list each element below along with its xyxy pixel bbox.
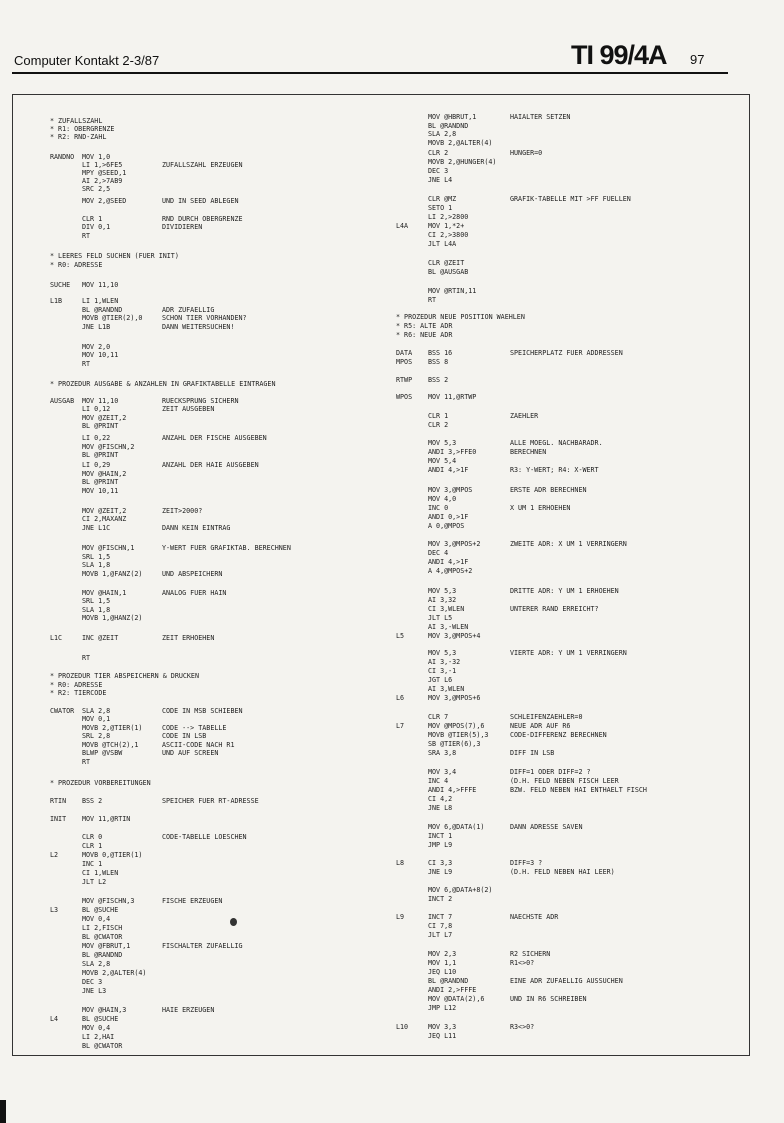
- code-instruction: MOV 10,11: [82, 351, 119, 359]
- code-comment: ADR ZUFAELLIG: [162, 306, 215, 314]
- code-label: L6: [396, 694, 405, 702]
- code-instruction: INC @ZEIT: [82, 634, 119, 642]
- code-instruction: JEQ L10: [428, 968, 457, 976]
- code-instruction: JNE L3: [82, 987, 107, 995]
- code-instruction: MOV 6,@DATA+8(2): [428, 886, 493, 894]
- code-label: L9: [396, 913, 405, 921]
- code-comment: FISCHE ERZEUGEN: [162, 897, 223, 905]
- code-instruction: MOVB @TIER(2),0: [82, 314, 143, 322]
- code-instruction: AI 3,32: [428, 596, 457, 604]
- code-instruction: MOV @HAIN,2: [82, 470, 127, 478]
- code-comment: RUECKSPRUNG SICHERN: [162, 397, 239, 405]
- code-comment: DANN ADRESSE SAVEN: [510, 823, 583, 831]
- code-comment: UND IN SEED ABLEGEN: [162, 197, 239, 205]
- code-label: MPOS: [396, 358, 413, 366]
- code-comment: R3<>0?: [510, 1023, 535, 1031]
- code-instruction: MOVB 1,@FANZ(2): [82, 570, 143, 578]
- code-comment: HUNGER=0: [510, 149, 543, 157]
- code-instruction: RT: [82, 360, 91, 368]
- code-comment: CODE-TABELLE LOESCHEN: [162, 833, 247, 841]
- code-instruction: ANDI 3,>FFE0: [428, 448, 477, 456]
- code-comment: UND ABSPEICHERN: [162, 570, 223, 578]
- code-instruction: DEC 4: [428, 549, 449, 557]
- code-instruction: MOV 1,*2+: [428, 222, 465, 230]
- code-instruction: DEC 3: [82, 978, 103, 986]
- code-instruction: MOV 5,3: [428, 649, 457, 657]
- code-instruction: MOV 1,0: [82, 153, 111, 161]
- comment-text: * PROZEDUR AUSGABE & ANZAHLEN IN GRAFIKTABELLE EINTRAGEN: [50, 380, 276, 388]
- code-instruction: MOV 3,@MPOS+2: [428, 540, 481, 548]
- code-instruction: ANDI 4,>1F: [428, 466, 469, 474]
- comment-text: * PROZEDUR VORBEREITUNGEN: [50, 779, 151, 787]
- code-label: L4A: [396, 222, 409, 230]
- code-comment: ASCII-CODE NACH R1: [162, 741, 235, 749]
- code-instruction: INC 0: [428, 504, 449, 512]
- comment-text: * R0: ADRESSE: [50, 681, 103, 689]
- code-instruction: ANDI 4,>FFFE: [428, 786, 477, 794]
- code-instruction: CI 2,MAXANZ: [82, 515, 127, 523]
- code-comment: ZEIT ERHOEHEN: [162, 634, 215, 642]
- code-instruction: JEQ L11: [428, 1032, 457, 1040]
- code-instruction: AI 3,WLEN: [428, 685, 465, 693]
- code-instruction: MOVB 2,@ALTER(4): [82, 969, 147, 977]
- code-label: L2: [50, 851, 59, 859]
- code-instruction: MOV 1,1: [428, 959, 457, 967]
- code-instruction: RT: [82, 654, 91, 662]
- code-label: L4: [50, 1015, 59, 1023]
- code-instruction: MOVB @TCH(2),1: [82, 741, 139, 749]
- code-instruction: A 0,@MPOS: [428, 522, 465, 530]
- code-instruction: BL @RANDND: [82, 951, 123, 959]
- code-instruction: JNE L8: [428, 804, 453, 812]
- code-instruction: MOV @MPOS(7),6: [428, 722, 485, 730]
- code-instruction: INCT 1: [428, 832, 453, 840]
- code-instruction: BL @RANDND: [428, 977, 469, 985]
- code-comment: EINE ADR ZUFAELLIG AUSSUCHEN: [510, 977, 623, 985]
- code-instruction: JGT L6: [428, 676, 453, 684]
- code-instruction: LI 2,FISCH: [82, 924, 123, 932]
- code-comment: R2 SICHERN: [510, 950, 551, 958]
- code-instruction: SLA 1,8: [82, 561, 111, 569]
- code-comment: FISCHALTER ZUFAELLIG: [162, 942, 243, 950]
- code-instruction: MOV 5,3: [428, 587, 457, 595]
- code-instruction: MOV 11,10: [82, 397, 119, 405]
- code-instruction: BL @SUCHE: [82, 1015, 119, 1023]
- code-instruction: JLT L2: [82, 878, 107, 886]
- code-instruction: MOV @ZEIT,2: [82, 507, 127, 515]
- code-comment: SCHLEIFENZAEHLER=0: [510, 713, 583, 721]
- code-label: L1B: [50, 297, 63, 305]
- code-instruction: MOV 3,@MPOS: [428, 486, 473, 494]
- comment-text: * PROZEDUR NEUE POSITION WAEHLEN: [396, 313, 525, 321]
- code-instruction: SRL 1,5: [82, 553, 111, 561]
- code-instruction: SRL 2,8: [82, 732, 111, 740]
- code-instruction: SLA 2,8: [428, 130, 457, 138]
- code-comment: DRITTE ADR: Y UM 1 ERHOEHEN: [510, 587, 619, 595]
- comment-text: * PROZEDUR TIER ABSPEICHERN & DRUCKEN: [50, 672, 199, 680]
- code-instruction: RT: [82, 232, 91, 240]
- code-instruction: BSS 8: [428, 358, 449, 366]
- header-right-title: TI 99/4A: [571, 40, 667, 70]
- code-instruction: MOV @HBRUT,1: [428, 113, 477, 121]
- code-instruction: MOV 11,@RTWP: [428, 393, 477, 401]
- code-instruction: JNE L9: [428, 868, 453, 876]
- code-comment: RND DURCH OBERGRENZE: [162, 215, 243, 223]
- code-instruction: SLA 1,8: [82, 606, 111, 614]
- code-comment: DANN WEITERSUCHEN!: [162, 323, 235, 331]
- code-instruction: LI 0,12: [82, 405, 111, 413]
- code-instruction: INC 4: [428, 777, 449, 785]
- code-instruction: SETO 1: [428, 204, 453, 212]
- code-comment: HAIALTER SETZEN: [510, 113, 571, 121]
- code-instruction: MOV 0,4: [82, 915, 111, 923]
- code-label: L1C: [50, 634, 63, 642]
- code-instruction: BSS 2: [428, 376, 449, 384]
- code-instruction: CLR 1: [82, 842, 103, 850]
- code-instruction: MOV 3,3: [428, 1023, 457, 1031]
- header-rule: [12, 72, 728, 74]
- code-comment: UND IN R6 SCHREIBEN: [510, 995, 587, 1003]
- code-instruction: ANDI 4,>1F: [428, 558, 469, 566]
- comment-text: * LEERES FELD SUCHEN (FUER INIT): [50, 252, 179, 260]
- code-instruction: MOV @FISCHN,1: [82, 544, 135, 552]
- code-instruction: LI 1,WLEN: [82, 297, 119, 305]
- code-instruction: AI 3,-32: [428, 658, 461, 666]
- code-instruction: AI 3,-WLEN: [428, 623, 469, 631]
- code-instruction: MOV 4,0: [428, 495, 457, 503]
- code-comment: ZAEHLER: [510, 412, 539, 420]
- code-instruction: CLR 2: [428, 421, 449, 429]
- code-comment: CODE IN LSB: [162, 732, 207, 740]
- code-comment: (D.H. FELD NEBEN HAI LEER): [510, 868, 615, 876]
- code-instruction: MOV @FISCHN,2: [82, 443, 135, 451]
- code-comment: ZUFALLSZAHL ERZEUGEN: [162, 161, 243, 169]
- code-instruction: MOVB 0,@TIER(1): [82, 851, 143, 859]
- code-comment: R1<>0?: [510, 959, 535, 967]
- code-instruction: BL @AUSGAB: [428, 268, 469, 276]
- code-label: CWATOR: [50, 707, 75, 715]
- code-label: L5: [396, 632, 405, 640]
- code-comment: HAIE ERZEUGEN: [162, 1006, 215, 1014]
- code-instruction: SLA 2,8: [82, 707, 111, 715]
- code-comment: R3: Y-WERT; R4: X-WERT: [510, 466, 599, 474]
- code-instruction: CLR 1: [428, 412, 449, 420]
- code-instruction: MOVB 1,@HANZ(2): [82, 614, 143, 622]
- code-instruction: CLR 2: [428, 149, 449, 157]
- code-instruction: JNE L4: [428, 176, 453, 184]
- code-label: L10: [396, 1023, 409, 1031]
- code-comment: DIFF IN LSB: [510, 749, 555, 757]
- code-instruction: SRL 1,5: [82, 597, 111, 605]
- code-instruction: MOV 5,3: [428, 439, 457, 447]
- code-instruction: MOVB 2,@TIER(1): [82, 724, 143, 732]
- code-comment: CODE-DIFFERENZ BERECHNEN: [510, 731, 607, 739]
- code-label: RANDNO: [50, 153, 75, 161]
- code-instruction: BSS 2: [82, 797, 103, 805]
- code-instruction: MOV @FISCHN,3: [82, 897, 135, 905]
- code-instruction: DIV 0,1: [82, 223, 111, 231]
- code-instruction: JMP L12: [428, 1004, 457, 1012]
- code-comment: CODE IN MSB SCHIEBEN: [162, 707, 243, 715]
- code-label: L7: [396, 722, 405, 730]
- code-instruction: MOV 6,@DATA(1): [428, 823, 485, 831]
- code-instruction: DEC 3: [428, 167, 449, 175]
- code-instruction: BL @RANDND: [428, 122, 469, 130]
- code-label: L3: [50, 906, 59, 914]
- code-instruction: BL @PRINT: [82, 422, 119, 430]
- code-comment: ALLE MOEGL. NACHBARADR.: [510, 439, 603, 447]
- code-instruction: MOV 0,1: [82, 715, 111, 723]
- code-comment: SCHON TIER VORHANDEN?: [162, 314, 247, 322]
- code-comment: DANN KEIN EINTRAG: [162, 524, 231, 532]
- code-comment: CODE --> TABELLE: [162, 724, 227, 732]
- header-left-title: Computer Kontakt 2-3/87: [14, 53, 160, 68]
- code-instruction: BSS 16: [428, 349, 453, 357]
- code-label: AUSGAB: [50, 397, 75, 405]
- code-instruction: BLWP @VSBW: [82, 749, 123, 757]
- comment-text: * R6: NEUE ADR: [396, 331, 453, 339]
- code-instruction: MOV @HAIN,3: [82, 1006, 127, 1014]
- code-label: RTIN: [50, 797, 67, 805]
- code-comment: SPEICHERPLATZ FUER ADDRESSEN: [510, 349, 623, 357]
- code-instruction: CI 1,WLEN: [82, 869, 119, 877]
- code-instruction: CLR 7: [428, 713, 449, 721]
- code-instruction: A 4,@MPOS+2: [428, 567, 473, 575]
- code-instruction: MOV @DATA(2),6: [428, 995, 485, 1003]
- code-comment: UNTERER RAND ERREICHT?: [510, 605, 599, 613]
- code-instruction: ANDI 2,>FFFE: [428, 986, 477, 994]
- code-instruction: CI 3,-1: [428, 667, 457, 675]
- code-instruction: JNE L1C: [82, 524, 111, 532]
- code-instruction: INC 1: [82, 860, 103, 868]
- code-instruction: SLA 2,8: [82, 960, 111, 968]
- code-instruction: CI 3,WLEN: [428, 605, 465, 613]
- code-instruction: SRA 3,8: [428, 749, 457, 757]
- code-instruction: JLT L7: [428, 931, 453, 939]
- code-instruction: BL @PRINT: [82, 478, 119, 486]
- code-comment: VIERTE ADR: Y UM 1 VERRINGERN: [510, 649, 627, 657]
- code-instruction: BL @PRINT: [82, 451, 119, 459]
- code-instruction: INCT 7: [428, 913, 453, 921]
- code-instruction: MOV 5,4: [428, 457, 457, 465]
- code-instruction: BL @CWATOR: [82, 1042, 123, 1050]
- code-instruction: MOVB @TIER(5),3: [428, 731, 489, 739]
- code-comment: ZWEITE ADR: X UM 1 VERRINGERN: [510, 540, 627, 548]
- code-instruction: MOV 11,10: [82, 281, 119, 289]
- scan-edge-mark: [0, 1100, 6, 1123]
- code-comment: DIFF=1 ODER DIFF=2 ?: [510, 768, 591, 776]
- code-comment: BZW. FELD NEBEN HAI ENTHAELT FISCH: [510, 786, 647, 794]
- code-instruction: LI 2,HAI: [82, 1033, 115, 1041]
- ink-speck: [230, 918, 237, 926]
- code-comment: (D.H. FELD NEBEN FISCH LEER: [510, 777, 619, 785]
- code-label: INIT: [50, 815, 67, 823]
- code-instruction: MOVB 2,@ALTER(4): [428, 139, 493, 147]
- code-instruction: CI 4,2: [428, 795, 453, 803]
- code-instruction: MOV 2,@SEED: [82, 197, 127, 205]
- code-instruction: MOV 3,@MPOS+4: [428, 632, 481, 640]
- code-comment: BERECHNEN: [510, 448, 547, 456]
- code-label: WPOS: [396, 393, 413, 401]
- code-instruction: SRC 2,5: [82, 185, 111, 193]
- code-comment: NAECHSTE ADR: [510, 913, 559, 921]
- comment-text: * R2: RND-ZAHL: [50, 133, 107, 141]
- code-comment: ZEIT AUSGEBEN: [162, 405, 215, 413]
- code-instruction: JLT L5: [428, 614, 453, 622]
- code-comment: ZEIT>2000?: [162, 507, 203, 515]
- code-instruction: MOV @FBRUT,1: [82, 942, 131, 950]
- code-comment: ERSTE ADR BERECHNEN: [510, 486, 587, 494]
- code-instruction: MOVB 2,@HUNGER(4): [428, 158, 497, 166]
- code-instruction: CLR @MZ: [428, 195, 457, 203]
- code-instruction: AI 2,>7AB9: [82, 177, 123, 185]
- code-label: SUCHE: [50, 281, 71, 289]
- comment-text: * R5: ALTE ADR: [396, 322, 453, 330]
- comment-text: * R1: OBERGRENZE: [50, 125, 115, 133]
- code-instruction: MOV @ZEIT,2: [82, 414, 127, 422]
- code-comment: NEUE ADR AUF R6: [510, 722, 571, 730]
- code-comment: DIVIDIEREN: [162, 223, 203, 231]
- comment-text: * R2: TIERCODE: [50, 689, 107, 697]
- code-instruction: LI 1,>6FE5: [82, 161, 123, 169]
- code-instruction: INCT 2: [428, 895, 453, 903]
- code-comment: Y-WERT FUER GRAFIKTAB. BERECHNEN: [162, 544, 291, 552]
- code-instruction: MOV 2,3: [428, 950, 457, 958]
- code-comment: X UM 1 ERHOEHEN: [510, 504, 571, 512]
- code-instruction: BL @SUCHE: [82, 906, 119, 914]
- page-number: 97: [690, 52, 705, 67]
- code-instruction: JNE L1B: [82, 323, 111, 331]
- comment-text: * R0: ADRESSE: [50, 261, 103, 269]
- code-instruction: SB @TIER(6),3: [428, 740, 481, 748]
- code-instruction: MOV 10,11: [82, 487, 119, 495]
- code-instruction: CI 2,>3800: [428, 231, 469, 239]
- code-instruction: LI 2,>2800: [428, 213, 469, 221]
- code-instruction: RT: [82, 758, 91, 766]
- code-instruction: MOV @HAIN,1: [82, 589, 127, 597]
- code-instruction: MOV 11,@RTIN: [82, 815, 131, 823]
- code-instruction: JMP L9: [428, 841, 453, 849]
- code-comment: UND AUF SCREEN: [162, 749, 219, 757]
- code-label: DATA: [396, 349, 413, 357]
- code-comment: ANZAHL DER HAIE AUSGEBEN: [162, 461, 259, 469]
- code-label: RTWP: [396, 376, 413, 384]
- code-instruction: CI 7,8: [428, 922, 453, 930]
- code-instruction: JLT L4A: [428, 240, 457, 248]
- code-instruction: CLR @ZEIT: [428, 259, 465, 267]
- code-instruction: BL @CWATOR: [82, 933, 123, 941]
- code-label: L8: [396, 859, 405, 867]
- code-instruction: LI 0,29: [82, 461, 111, 469]
- code-instruction: LI 0,22: [82, 434, 111, 442]
- code-comment: DIFF=3 ?: [510, 859, 543, 867]
- code-instruction: CI 3,3: [428, 859, 453, 867]
- code-instruction: BL @RANDND: [82, 306, 123, 314]
- code-comment: SPEICHER FUER RT-ADRESSE: [162, 797, 259, 805]
- code-instruction: CLR 1: [82, 215, 103, 223]
- code-instruction: MOV 3,4: [428, 768, 457, 776]
- code-instruction: MOV @RTIN,11: [428, 287, 477, 295]
- code-comment: ANZAHL DER FISCHE AUSGEBEN: [162, 434, 267, 442]
- code-instruction: RT: [428, 296, 437, 304]
- code-instruction: MPY @SEED,1: [82, 169, 127, 177]
- code-instruction: ANDI 0,>1F: [428, 513, 469, 521]
- code-instruction: MOV 0,4: [82, 1024, 111, 1032]
- comment-text: * ZUFALLSZAHL: [50, 117, 103, 125]
- code-instruction: MOV 3,@MPOS+6: [428, 694, 481, 702]
- code-instruction: MOV 2,0: [82, 343, 111, 351]
- code-comment: GRAFIK-TABELLE MIT >FF FUELLEN: [510, 195, 631, 203]
- code-instruction: CLR 0: [82, 833, 103, 841]
- code-comment: ANALOG FUER HAIN: [162, 589, 227, 597]
